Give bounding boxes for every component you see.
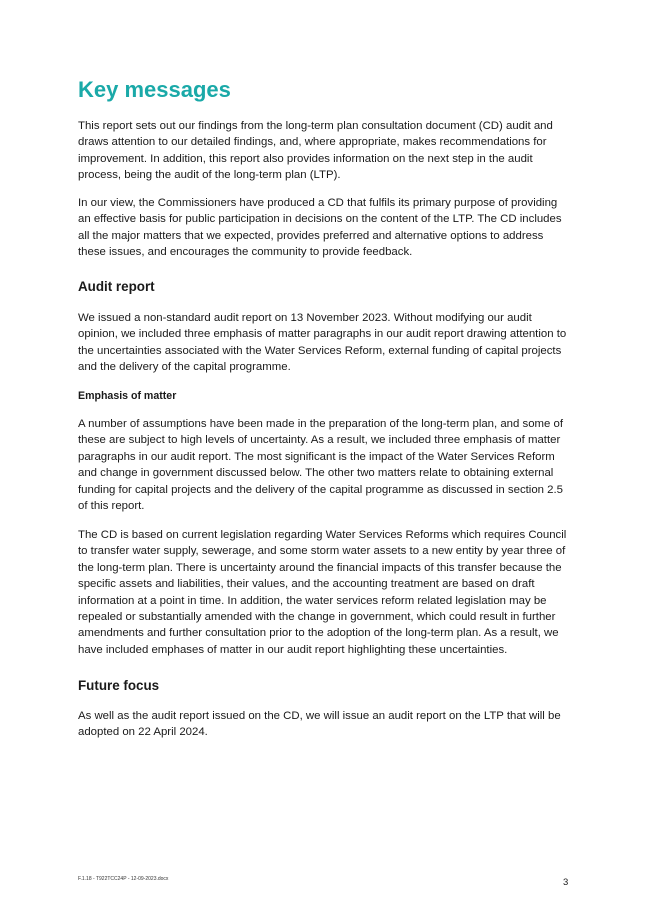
audit-report-paragraph-block [78,310,570,376]
audit-report-heading-block [78,278,570,296]
emphasis-heading-block [78,389,570,403]
page-number: 3 [563,877,569,888]
emphasis-of-matter-heading: Emphasis of matter [78,390,177,402]
future-focus-paragraph: As well as the audit report issued on the CD, we will issue an audit report on the LTP that will be adopted on 22 April 2024. [78,710,561,739]
future-focus-paragraph-block [78,708,570,741]
audit-report-heading: Audit report [78,279,155,294]
page-title: Key messages [78,77,231,102]
intro-paragraph-2: In our view, the Commissioners have produced a CD that fulfils its primary purpose of providing an effective basis for public participation in decisions on the content of the LTP. The CD includes all the major matters that we expected, provides preferred and alternative options to address these issues, and encourages the community to provide feedback. [78,197,562,259]
emphasis-paragraph-2: The CD is based on current legislation regarding Water Services Reforms which requires Council to transfer water supply, sewerage, and some storm water assets to a new entity by year three of the long-term plan. There is uncertainty around the financial impacts of this transfer because the specific assets and liabilities, their values, and the accounting treatment are based on draft information at a point in time. In addition, the water services reform related legislation may be repealed or substantially amended with the change in government, which could result in further amendments and further consultation prior to the adoption of the long-term plan. As a result, we have included emphases of matter in our audit report highlighting these uncertainties. [78,529,567,656]
emphasis-paragraph-1-block [78,416,570,514]
audit-report-paragraph: We issued a non-standard audit report on 13 November 2023. Without modifying our audit opinion, we included three emphasis of matter paragraphs in our audit report drawing attention to the uncertainties associated with the Water Services Reform, external funding of capital projects and the delivery of the capital programme. [78,312,567,374]
footer-document-reference: F.1.18 - T922TCC24P - 12-09-2023.docx [78,876,169,882]
intro-paragraph-1-block [78,118,570,184]
emphasis-paragraph-2-block [78,527,570,658]
emphasis-paragraph-1: A number of assumptions have been made in the preparation of the long-term plan, and some of these are subject to high levels of uncertainty. As a result, we included three emphasis of matter paragraphs in our audit report. The most significant is the impact of the Water Services Reform and change in government discussed below. The other two matters relate to obtaining external funding for capital projects and the delivery of the capital programme as discussed in section 2.5 of this report. [78,418,564,513]
future-focus-heading: Future focus [78,678,160,693]
intro-paragraph-1: This report sets out our findings from the long-term plan consultation document (CD) audit and draws attention to our detailed findings, and, where appropriate, makes recommendations for improvement. In addition, this report also provides information on the next step in the audit process, being the audit of the long-term plan (LTP). [78,120,553,182]
intro-paragraph-2-block [78,195,570,261]
future-focus-heading-block [78,677,570,695]
